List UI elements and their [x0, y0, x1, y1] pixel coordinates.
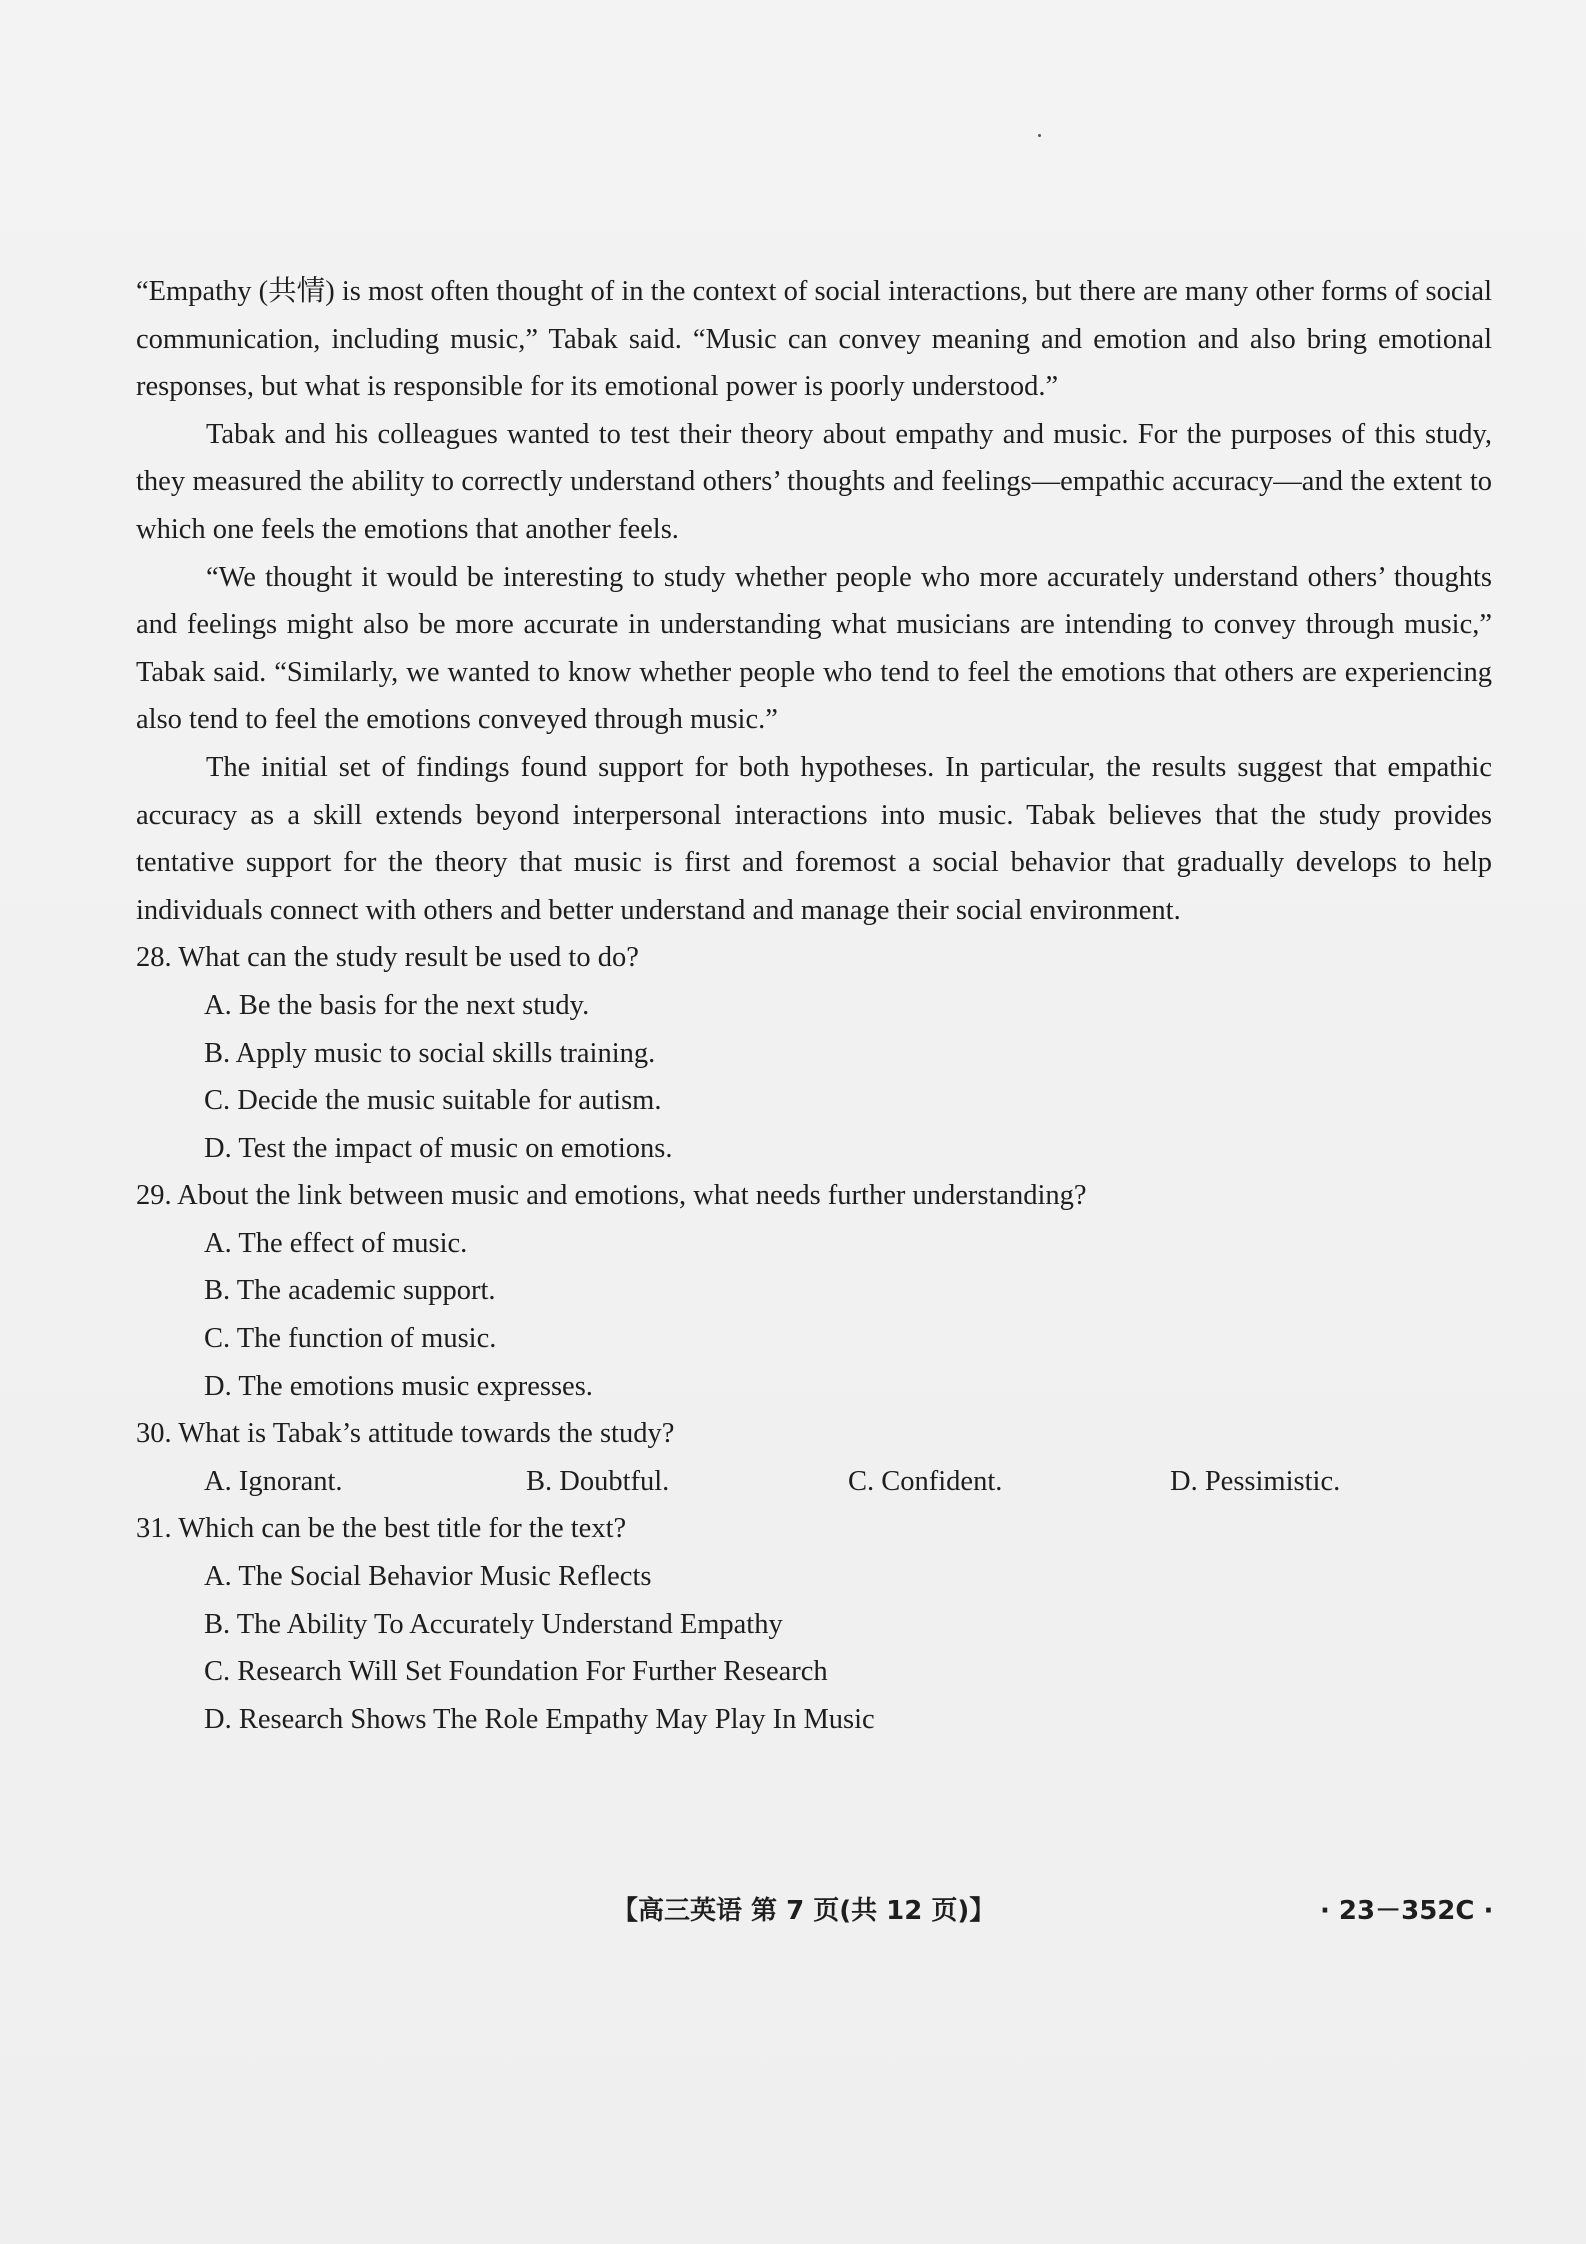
option-c: C. Decide the music suitable for autism.	[204, 1085, 662, 1117]
question-31	[136, 1505, 1492, 1743]
question-stem: 29. About the link between music and emotions, what needs further understanding?	[136, 1180, 1087, 1212]
option-c: C. The function of music.	[204, 1323, 497, 1355]
paper-code: · 23－352C ·	[1320, 1896, 1494, 1926]
question-stem: 31. Which can be the best title for the text?	[136, 1513, 627, 1545]
question-stem: 28. What can the study result be used to do?	[136, 942, 639, 974]
option-a: A. The Social Behavior Music Reflects	[204, 1561, 652, 1593]
passage-paragraph-3: “We thought it would be interesting to study whether people who more accurately understand others’ thoughts and feelings might also be more accurate in understanding what musicians are intending to convey through music,” Tabak said. “Similarly, we wanted to know whether people who tend to feel the emotions that others are experiencing also tend to feel the emotions conveyed through music.”	[136, 561, 1492, 736]
page-footer	[0, 1890, 1586, 1930]
option-a: A. Be the basis for the next study.	[204, 989, 590, 1021]
option-b: B. The Ability To Accurately Understand Empathy	[204, 1608, 783, 1640]
scan-speck	[1038, 134, 1041, 137]
option-b: B. Doubtful.	[526, 1465, 670, 1497]
question-stem: 30. What is Tabak’s attitude towards the study?	[136, 1418, 675, 1450]
option-c: C. Confident.	[848, 1465, 1003, 1497]
option-b: B. Apply music to social skills training.	[204, 1037, 656, 1069]
option-a: A. Ignorant.	[204, 1465, 343, 1497]
passage-paragraph-4: The initial set of findings found support for both hypotheses. In particular, the results suggest that empathic accuracy as a skill extends beyond interpersonal interactions into music. Tabak believes that the study provides tentative support for the theory that music is first and foremost a social behavior that gradually develops to help individuals connect with others and better understand and manage their social environment.	[136, 751, 1492, 926]
page-number-label: 【高三英语 第 7 页(共 12 页)】	[612, 1896, 996, 1926]
option-d: D. Pessimistic.	[1170, 1465, 1341, 1497]
options-row	[204, 1458, 1492, 1506]
question-30	[136, 1410, 1492, 1505]
passage-paragraph-2: Tabak and his colleagues wanted to test their theory about empathy and music. For the purposes of this study, they measured the ability to correctly understand others’ thoughts and feelings—empathic accuracy—and the extent to which one feels the emotions that another feels.	[136, 418, 1492, 545]
option-d: D. Test the impact of music on emotions.	[204, 1132, 673, 1164]
option-a: A. The effect of music.	[204, 1227, 468, 1259]
question-29	[136, 1172, 1492, 1410]
reading-passage	[136, 268, 1492, 1743]
option-c: C. Research Will Set Foundation For Further Research	[204, 1656, 828, 1688]
option-b: B. The academic support.	[204, 1275, 496, 1307]
question-28	[136, 934, 1492, 1172]
option-d: D. The emotions music expresses.	[204, 1370, 593, 1402]
option-d: D. Research Shows The Role Empathy May Play In Music	[204, 1703, 875, 1735]
passage-paragraph-1: “Empathy (共情) is most often thought of in the context of social interactions, but there are many other forms of social communication, including music,” Tabak said. “Music can convey meaning and emotion and also bring emotional responses, but what is responsible for its emotional power is poorly understood.”	[136, 276, 1492, 403]
